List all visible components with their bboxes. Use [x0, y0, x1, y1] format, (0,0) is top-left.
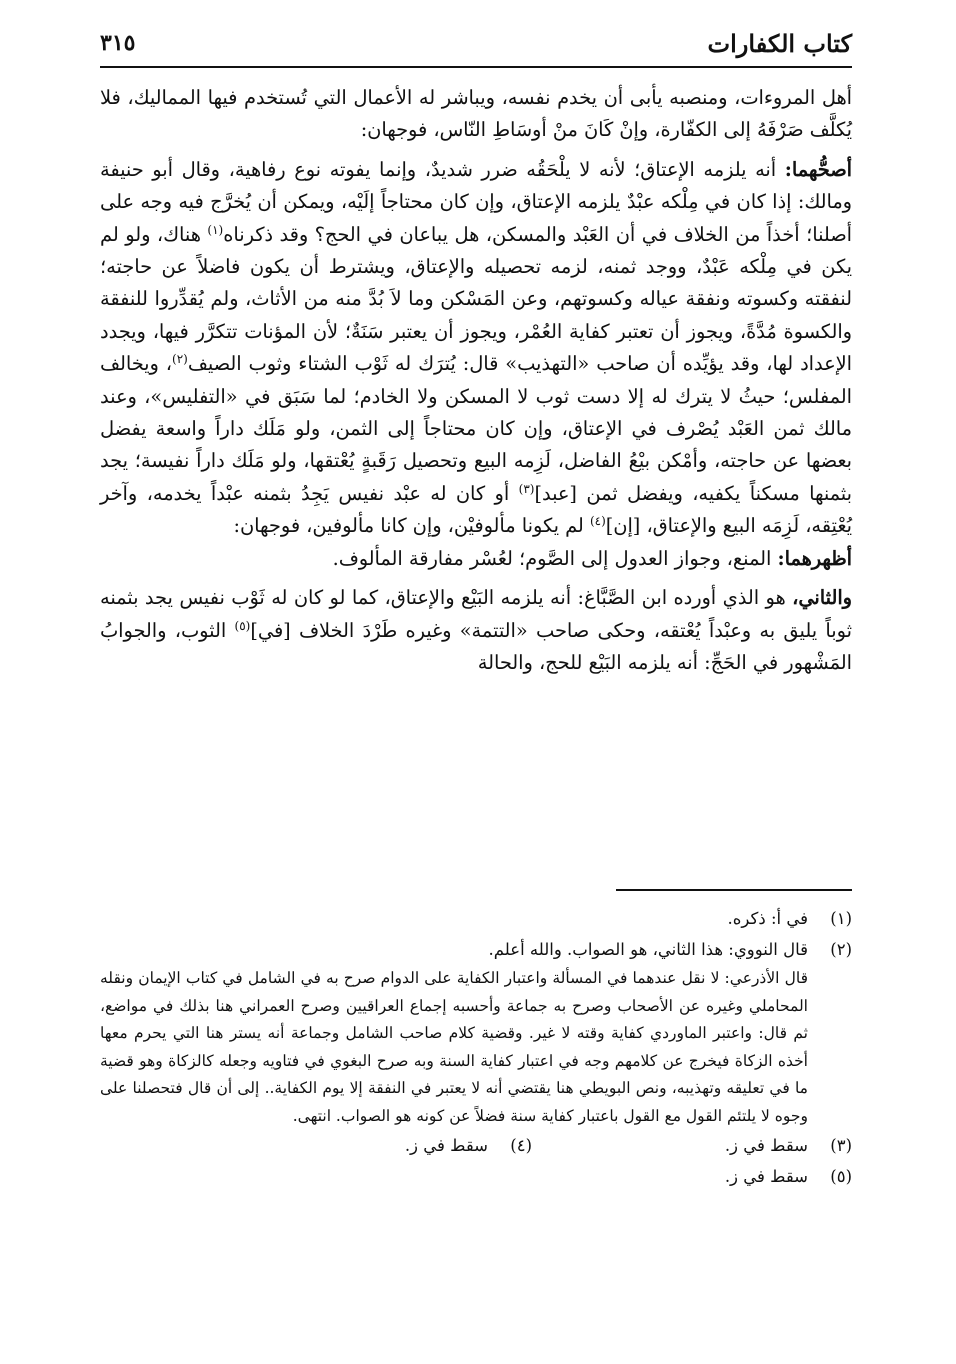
paragraph-4: [100, 582, 852, 679]
footnote-ref-5: (٥): [234, 618, 251, 633]
footnote-text: سقط في ز.: [724, 1136, 808, 1155]
paragraph-2-lead: أصحُّهما:: [784, 157, 852, 181]
footnote-ref-2: (٢): [172, 352, 188, 367]
footnote-ref-1: (١): [207, 222, 224, 237]
footnote-text: في أ: ذكره.: [727, 909, 808, 928]
running-title: كتاب الكفارات: [707, 28, 852, 58]
paragraph-4-text-a: هو الذي أورده ابن الصَّبَّاغ: أنه يلزمه البَيْع والإعتاق، كما لو كان له ثَوْب نفيس يجد بثمنه ثوباً يليق به وعبْداً يُعْتقه، وحكى صاحب «التتمة» وغيره طَرْدَ الخلاف [في]: [100, 586, 852, 642]
paragraph-4-text-b: الثوب، والجوابُ المَشْهور في الحَجِّ: أنه يلزمه البَيْع للحج، والحالة: [100, 618, 852, 674]
paragraph-3-text: المنع، وجواز العدول إلى الصَّوم؛ لعُسْر مفارقة المألوف.: [332, 546, 778, 570]
footnote-2-commentary: قال الأذرعي: لا نقل عندهما في المسألة واعتبار الكفاية على الدوام صرح به في الشامل في كتاب الإيمان ونقله المحاملي وغيره عن الأصحاب وصرح به جماعة وأحسبه إجماع العراقيين وصرح العمراني هنا بذلك في مواضع، ثم قال: واعتبر الماوردي كفاية وقته لا غير. وقضية كلام صاحب الشامل وجماعة أنه يستر هنا التي يحرم معها أخذه الزكاة فيخرج عن كلامهم وجه في اعتبار كفاية السنة وبه صرح البغوي في فتاويه وجعله كالزكاة وهو قضية ما في تعليقه وتهذيبه، ونص البويطي هنا يقتضي أنه لا يعتبر في النفقة إلا يوم الكفاية.. إلى أن قال فتحصلنا على وجوه لا يلتئم القول مع القول باعتبار كفاية سنة فضلاً عن كونه هو الصواب. انتهى.: [100, 969, 808, 1125]
footnote-ref-3: (٣): [518, 481, 535, 496]
footnote-number: (١): [830, 909, 852, 928]
footnote-number: (٤): [510, 1136, 532, 1155]
paragraph-4-lead: والثاني،: [792, 586, 852, 610]
paragraph-2-text-a: أنه يلزمه الإعتاق؛ لأنه لا يلْحَقُه ضرر شديدٌ، وإنما يفوته نوع رفاهية، وقال أبو حنيفة ومالك: إذا كان في مِلْكه عبْدٌ يلزمه الإعتاق، وإن كان محتاجاً إلَيْه، ويمكن أن يُخرَّج فيه وجه على أصلنا؛ أخذاً من الخلاف في أن العَبْد والمسكن، هل يباعان في الحج؟ وقد ذكرناه: [100, 157, 853, 246]
paragraph-2-text-d: أو كان له عبْد نفيس يَجِدُ بثمنه عبْداً يخدمه، وآخر يُعْتِقه، لَزِمَه البيع والإعتاق، [إن]: [100, 481, 852, 538]
page-header: [100, 26, 852, 60]
paragraph-2-text-b: هناك، ولو لم يكن في مِلْكه عَبْدٌ، ووجد ثمنه، لزمه تحصيله والإعتاق، ويشترط أن يكون فاضلاً عن حاجته؛ لنفقته وكسوته ونفقة عياله وكسوتهم، وعن المَسْكن وما لاَ بُدَّ منه من الأثاث، ولم يُقدِّروا للنفقة والكسوة مُدَّةً، ويجوز أن تعتبر كفاية العُمْر، ويجوز أن يعتبر سَنَةٌ؛ لأن المؤنات تتكرَّر فيها، ويجدد الإعداد لها، وقد يؤيِّده أن صاحب «التهذيب» قال: يُترَك له ثَوْب الشتاء وثوب الصيف: [100, 222, 853, 376]
footnote-4: [212, 1130, 532, 1161]
paragraph-3-lead: أظهرهما:: [777, 546, 852, 570]
header-divider: [100, 66, 852, 68]
main-text: [100, 82, 852, 679]
paragraph-3: [100, 543, 852, 575]
footnote-text: سقط في ز.: [404, 1136, 488, 1155]
footnote-5: [100, 1161, 852, 1192]
paragraph-1: أهل المروءات، ومنصبه يأبى أن يخدم نفسه، ويباشر له الأعمال التي تُستخدم فيها المماليك، فلا يُكلَّف صَرْفَهُ إلى الكفّارة، وإنْ كَانَ منْ أوسَاطِ النّاس، فوجهان:: [100, 86, 852, 142]
footnote-3-4-row: [100, 1130, 852, 1161]
footnote-number: (٥): [830, 1167, 852, 1186]
footnote-ref-4: (٤): [589, 514, 606, 529]
footnote-number: (٣): [830, 1136, 852, 1155]
footnotes: [100, 903, 852, 1192]
footnote-divider: [616, 889, 852, 891]
paragraph-2-text-c: ، ويخالف المفلس؛ حيثُ لا يترك له إلا دست ثوب لا المسكن ولا الخادم؛ لما سَبَق في «التفليس»، وعند مالك ثمن العَبْد يُصْرف في الإعتاق، وإن كان محتاجاً إلى الثمن، ولو مَلَك داراً واسعة يفضل بعضها عن حاجته، وأمْكن بيْعُ الفاضل، لَزِمه البيع وتحصيل رَقَبةٍ يُعْتقها، ولو مَلَك داراً نفيسة؛ يجد بثمنها مسكناً يكفيه، ويفضل ثمن [عبد]: [100, 352, 852, 505]
footnote-text: سقط في ز.: [724, 1167, 808, 1186]
footnote-2: [100, 934, 852, 965]
footnote-1: [100, 903, 852, 934]
footnote-3: [532, 1130, 852, 1161]
page-number: ٣١٥: [100, 30, 136, 56]
footnote-text: قال النووي: هذا الثاني، هو الصواب. والله أعلم.: [488, 940, 808, 959]
footnote-number: (٢): [830, 940, 852, 959]
paragraph-2-text-e: لم يكونا مألوفيْن، وإن كانا مألوفين، فوجهان:: [233, 514, 590, 538]
paragraph-2: [100, 154, 852, 543]
